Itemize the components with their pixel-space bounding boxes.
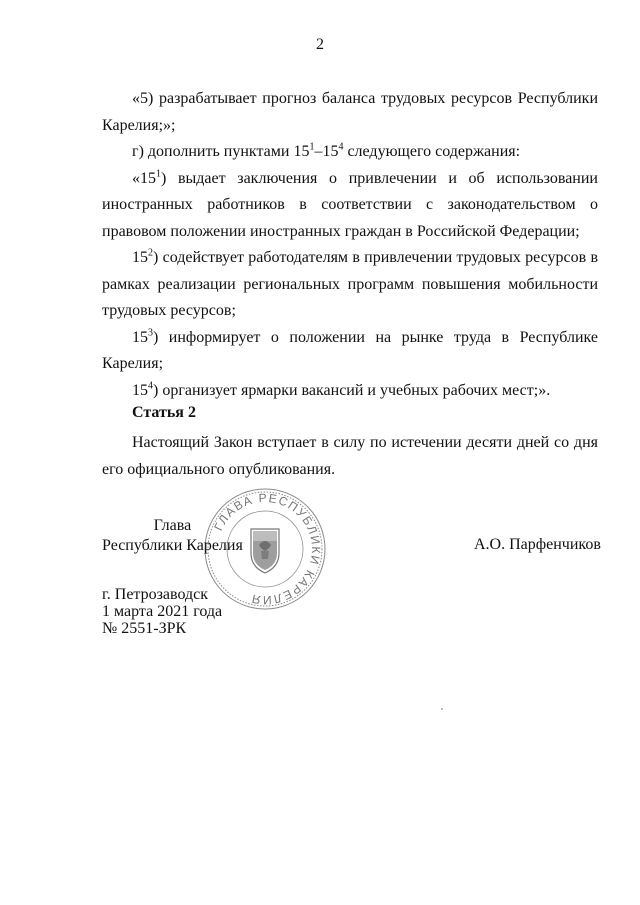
city: г. Петрозаводск: [102, 586, 209, 603]
item-number: 15: [132, 328, 148, 346]
superscript: 3: [148, 327, 153, 339]
signatory-title-line: Республики Карелия: [102, 537, 243, 554]
superscript: 4: [338, 141, 344, 153]
law-number: № 2551-ЗРК: [102, 620, 187, 637]
date: 1 марта 2021 года: [102, 603, 223, 620]
amendment-text: [102, 86, 598, 404]
signatory-title-line: Глава: [153, 517, 192, 534]
coat-of-arms-icon: [251, 529, 279, 573]
article-paragraph: Настоящий Закон вступает в силу по истечении десяти дней со дня его официального опубликования.: [102, 434, 598, 478]
paragraph-item-15-3: [102, 325, 598, 378]
superscript: 4: [148, 380, 153, 392]
paragraph-text: –15: [314, 143, 339, 160]
place-date-block: [102, 586, 222, 637]
item-number: «15: [132, 169, 156, 187]
article-body: [102, 430, 598, 483]
paragraph-item-5: «5) разрабатывает прогноз баланса трудовых ресурсов Республики Карелия;»;: [102, 90, 598, 134]
signatory-name: А.О. Парфенчиков: [474, 536, 601, 553]
paragraph-item-15-1: [102, 166, 598, 246]
item-number: 15: [132, 249, 148, 266]
article-heading: Статья 2: [132, 404, 196, 421]
paragraph-text: ) информирует о положении на рынке труда в Республике Карелия;: [102, 328, 598, 372]
paragraph-amend-g: [102, 139, 598, 166]
paragraph-item-15-4: [102, 378, 598, 405]
superscript: 1: [156, 168, 161, 180]
scan-speck: [441, 708, 443, 710]
paragraph-text: ) содействует работодателям в привлечении трудовых ресурсов в рамках реализации региональных программ повышения мобильности трудовых ресурсов;: [102, 249, 598, 319]
signatory-title: [102, 516, 243, 556]
paragraph-text: ) организует ярмарки вакансий и учебных рабочих мест;».: [153, 381, 551, 399]
page-number: 2: [316, 36, 324, 53]
paragraph-text: следующего содержания:: [343, 143, 521, 160]
paragraph-text: г) дополнить пунктами 15: [132, 143, 310, 160]
paragraph-text: ) выдает заключения о привлечении и об использовании иностранных работников в соответствии с законодательством о правовом положении иностранных граждан в Российской Федерации;: [102, 169, 598, 240]
superscript: 2: [148, 247, 153, 259]
superscript: 1: [309, 141, 315, 153]
seal-ring-text: ГЛАВА РЕСПУБЛИКИ КАРЕЛИЯ: [211, 490, 324, 608]
item-number: 15: [132, 381, 148, 399]
paragraph-item-15-2: [102, 245, 598, 325]
